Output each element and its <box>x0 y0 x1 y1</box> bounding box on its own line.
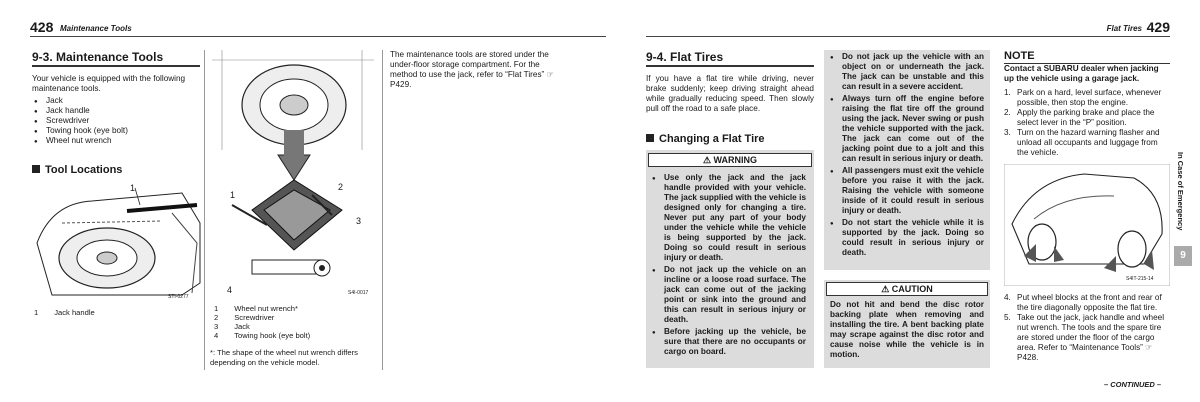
fig1-code: STI-0277 <box>168 294 189 300</box>
fig1-legend <box>34 308 103 317</box>
table-row: 2 Screwdriver <box>214 313 275 322</box>
list-item: ● Before jacking up the vehicle, be sure that there are no occupants or cargo on board. <box>652 327 806 357</box>
section-title-flat-tires: 9-4. Flat Tires <box>646 50 724 64</box>
note-text: Contact a SUBARU dealer when jacking up the vehicle using a garage jack. <box>1004 64 1159 83</box>
fig2-footnote: *: The shape of the wheel nut wrench differs depending on the vehicle model. <box>210 348 358 367</box>
maintenance-intro: Your vehicle is equipped with the following maintenance tools. <box>32 74 186 93</box>
left-running-title: Maintenance Tools <box>60 24 132 33</box>
warning-box-continued <box>824 50 990 270</box>
table-row: 4 Towing hook (eye bolt) <box>214 331 311 340</box>
list-item: 4. Put wheel blocks at the front and rear of the tire diagonally opposite the flat tire. <box>1004 293 1162 312</box>
flat-tire-intro: If you have a flat tire while driving, never brake suddenly; keep driving straight ahead while gradually reducing speed. Then slowly pull off the road to a safe place. <box>646 74 814 113</box>
caution-header: ⚠ CAUTION <box>826 282 988 296</box>
table-row: 1 Wheel nut wrench* <box>214 304 298 313</box>
subsection-changing-flat-tire: Changing a Flat Tire <box>646 133 765 145</box>
list-item: ● All passengers must exit the vehicle before you raise it with the jack. Raising the vehicle with someone inside of it could result in serious injury or death. <box>830 166 984 216</box>
fig2-callout: 2 <box>338 182 344 192</box>
steps-list-b <box>1004 293 1170 363</box>
list-item: 3. Turn on the hazard warning flasher and unload all occupants and luggage from the vehicle. <box>1004 128 1160 157</box>
left-page-header <box>30 18 606 37</box>
list-item: 2. Apply the parking brake and place the select lever in the “P” position. <box>1004 108 1155 127</box>
column-divider <box>204 50 205 370</box>
right-page-header <box>646 18 1170 37</box>
warning-list <box>646 167 814 357</box>
list-item: ● Towing hook (eye bolt) <box>34 126 204 136</box>
list-item: ● Do not jack up the vehicle on an incline or a loose road surface. The jack can come out of the jacking point or sink into the ground and this can result in serious injury or death. <box>652 265 806 325</box>
right-page-number: 429 <box>1146 19 1170 35</box>
square-bullet-icon <box>32 165 40 173</box>
fig2-legend <box>214 304 318 340</box>
note-title: NOTE <box>1004 50 1035 62</box>
subsection-tool-locations: Tool Locations <box>32 164 122 176</box>
table-row: 3 Jack <box>214 322 250 331</box>
wheel-fig-code: S4IT-215-14 <box>1126 276 1154 282</box>
table-row: 1 Jack handle <box>34 308 95 317</box>
fig1-callout: 1 <box>130 183 136 193</box>
list-item: ● Jack <box>34 96 204 106</box>
column-divider <box>382 50 383 370</box>
fig2-code: S4I-0017 <box>348 290 369 296</box>
list-item: ● Use only the jack and the jack handle provided with your vehicle. The jack supplied with the vehicle is designed only for changing a tire. Never put any part of your body under the vehicle while the vehicle is being supported by the jack. Doing so could result in serious injury or death. <box>652 173 806 263</box>
section-rule <box>646 65 814 67</box>
list-item: ● Jack handle <box>34 106 204 116</box>
list-item: 1. Park on a hard, level surface, whenever possible, then stop the engine. <box>1004 88 1162 107</box>
fig2-callout: 1 <box>230 190 236 200</box>
warning-box <box>646 150 814 368</box>
fig2-callout: 3 <box>356 216 362 226</box>
list-item: ● Do not jack up the vehicle with an object on or underneath the jack. The jack can be unstable and this can result in a severe accident. <box>830 52 984 92</box>
trunk-jack-handle-illustration <box>32 183 202 303</box>
list-item: ● Always turn off the engine before raising the flat tire off the ground using the jack. Never swing or push the vehicle supported with the jack. The jack can come out of the jacking point due to a jolt and this can result in serious injury or death. <box>830 94 984 164</box>
section-rule <box>32 65 200 67</box>
right-running-title: Flat Tires <box>1106 24 1142 33</box>
list-item: ● Screwdriver <box>34 116 204 126</box>
caution-triangle-icon: ⚠ <box>881 284 890 294</box>
tools-list <box>34 96 204 146</box>
warning-triangle-icon: ⚠ <box>702 155 712 165</box>
steps-list-a <box>1004 88 1170 158</box>
tool-storage-illustration <box>212 50 374 296</box>
caution-text: Do not hit and bend the disc rotor backing plate when removing and installing the tire. A bent backing plate may scrape against the disc rotor and cause noise while the vehicle is in motion. <box>830 300 984 359</box>
list-item: ● Wheel nut wrench <box>34 136 204 146</box>
wheel-blocks-illustration <box>1004 164 1170 286</box>
list-item: 5. Take out the jack, jack handle and wheel nut wrench. The tools and the spare tire are stored under the floor of the cargo area. Refer to “Maintenance Tools” ☞P428. <box>1004 313 1165 362</box>
warning-list-continued <box>824 50 990 258</box>
storage-note: The maintenance tools are stored under the under-floor storage compartment. For the method to use the jack, refer to “Flat Tires” ☞P429. <box>390 50 554 89</box>
chapter-side-tab-label: In Case of Emergency <box>1176 152 1185 231</box>
fig2-callout: 4 <box>227 285 233 295</box>
square-bullet-icon <box>646 134 654 142</box>
caution-box <box>824 280 990 368</box>
warning-header: ⚠ WARNING <box>648 153 812 167</box>
section-title-maintenance-tools: 9-3. Maintenance Tools <box>32 50 164 64</box>
left-page-number: 428 <box>30 19 54 35</box>
continued-label: – CONTINUED – <box>1104 380 1162 389</box>
chapter-number-tab: 9 <box>1174 246 1192 266</box>
list-item: ● Do not start the vehicle while it is supported by the jack. Doing so could result in serious injury or death. <box>830 218 984 258</box>
